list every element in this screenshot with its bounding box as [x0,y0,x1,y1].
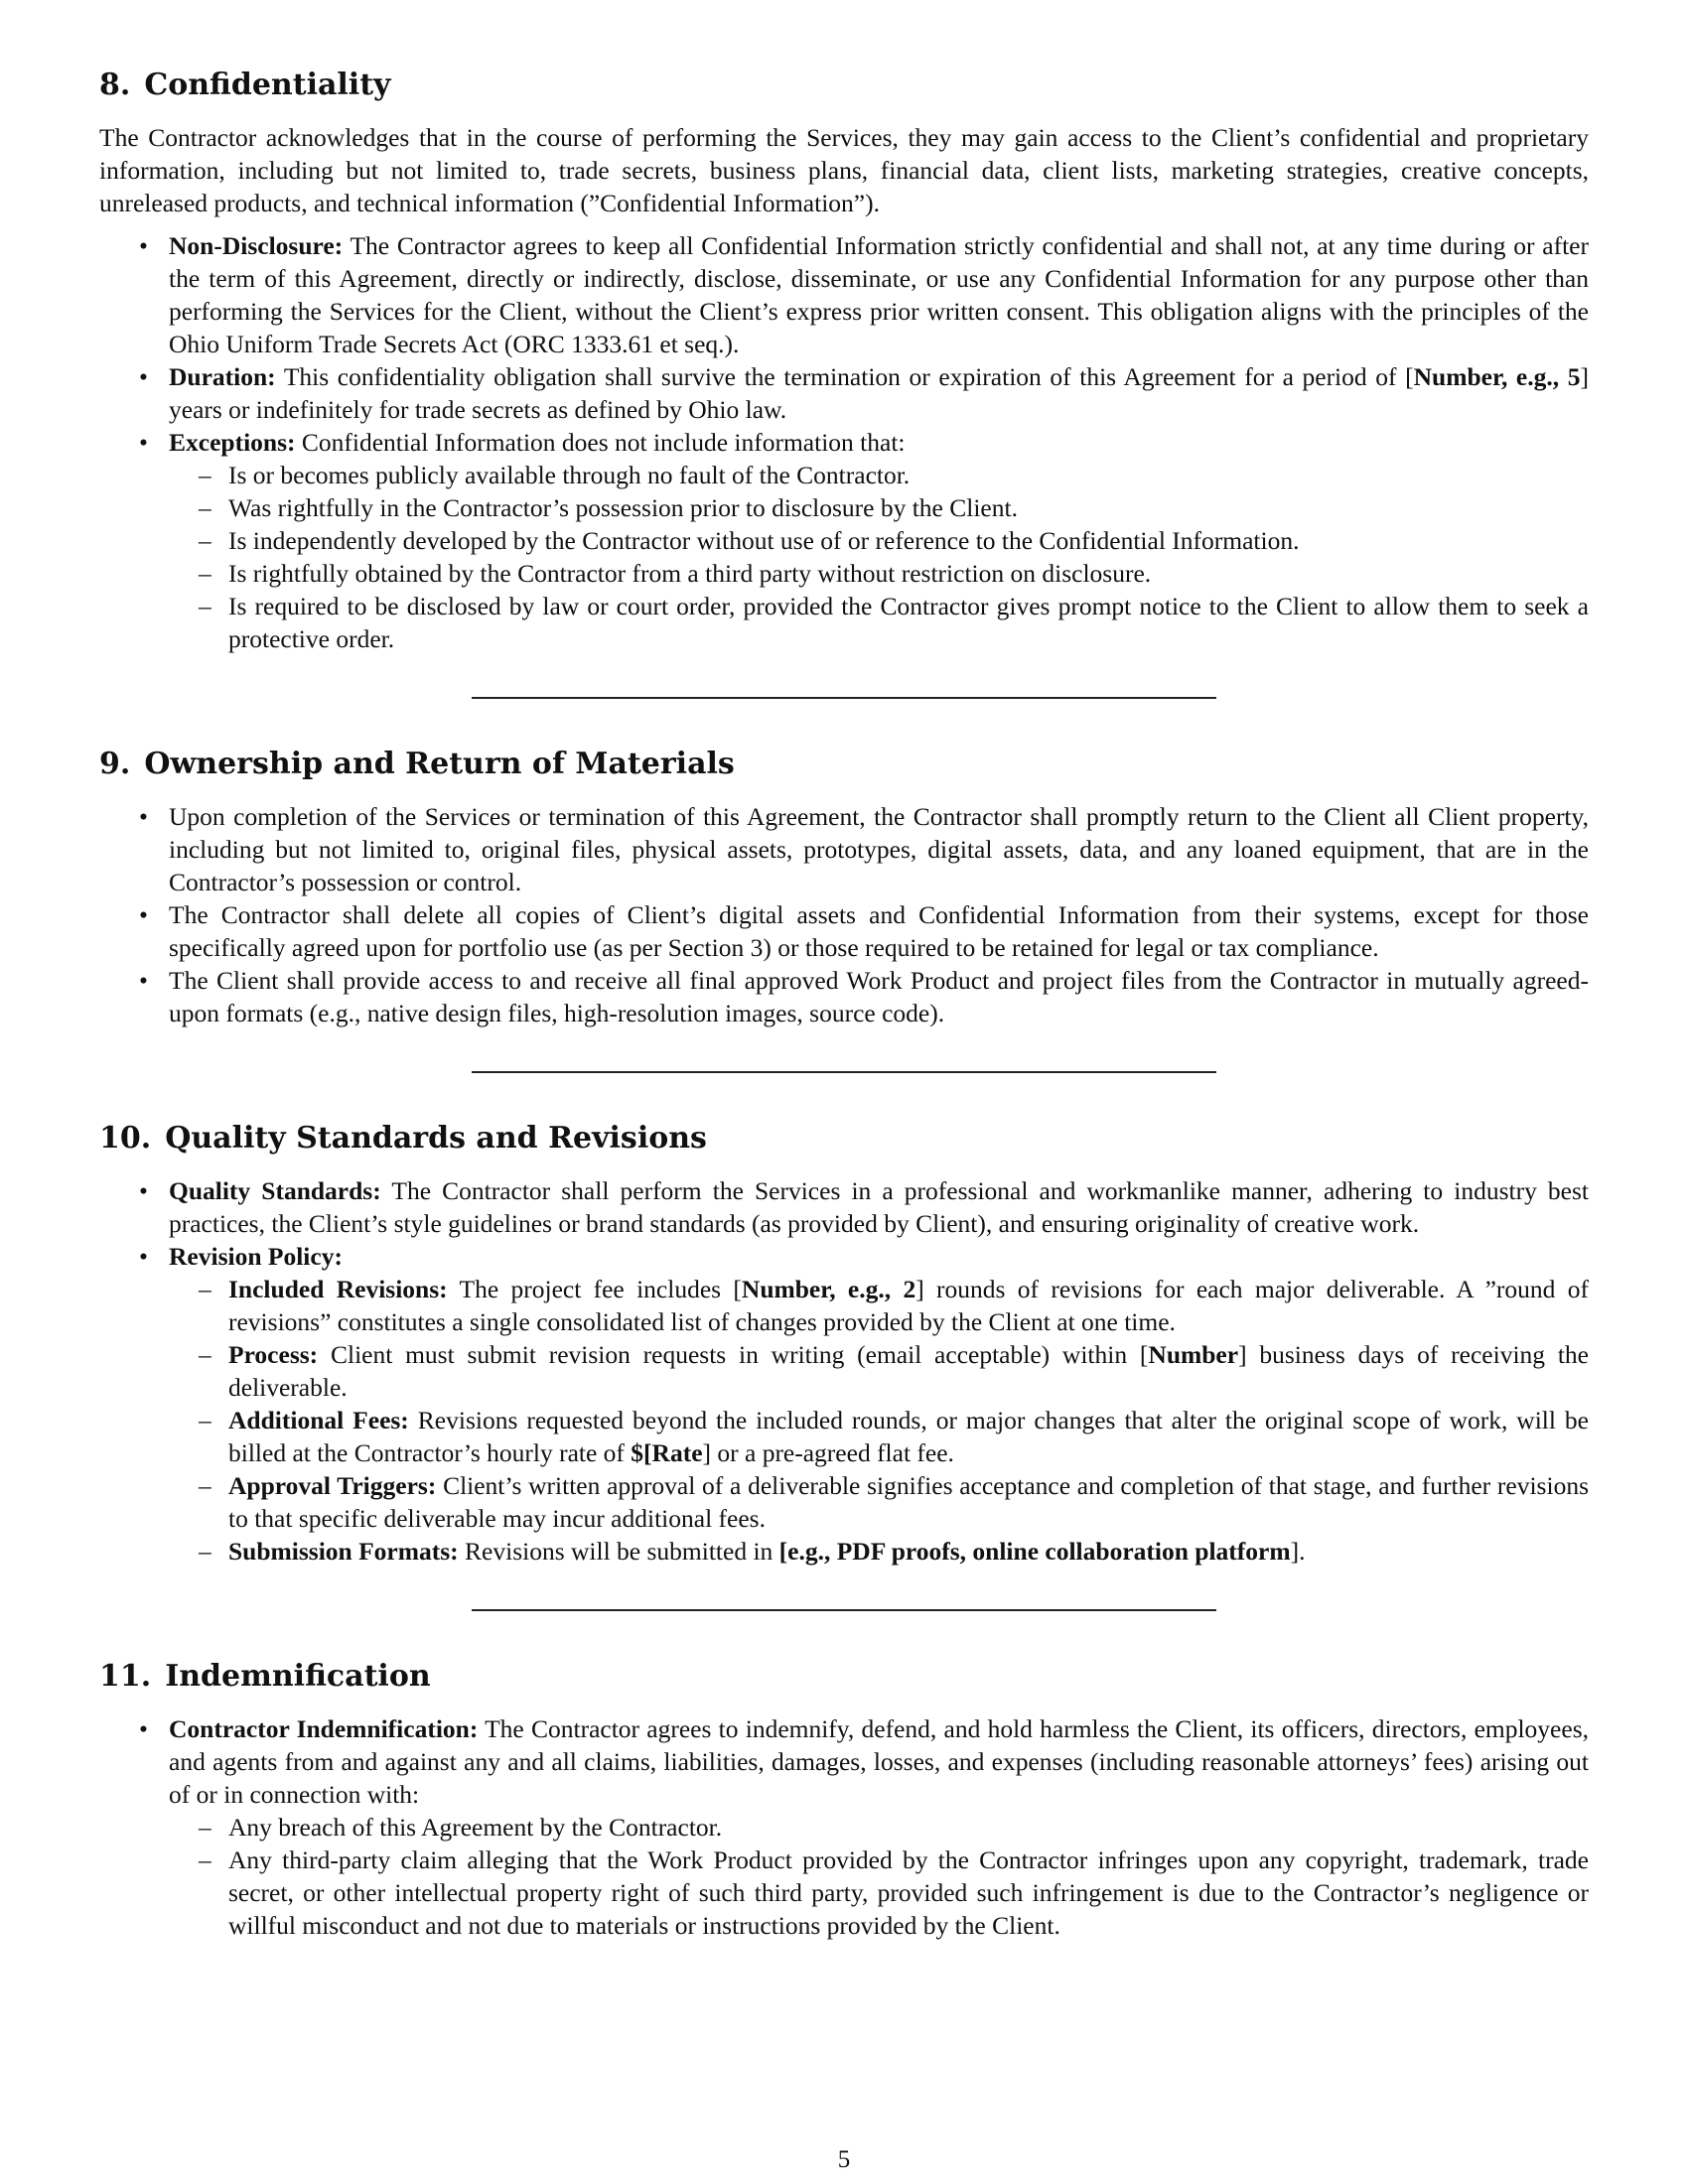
bullet-list [99,800,1589,1029]
intro-paragraph: The Contractor acknowledges that in the course of performing the Services, they may gain access to the Client’s confidential and proprietary information, including but not limited to, trade secrets, business plans, financial data, client lists, marketing strategies, creative concepts, unreleased products, and technical information (”Confidential Information”). [99,123,1589,217]
item-text: The Contractor agrees to keep all Confidential Information strictly confidential and shall not, at any time during or after the term of this Agreement, directly or indirectly, disclose, disseminate, or use any Confidential Information for any purpose other than performing the Services for the Client, without the Client’s express prior written consent. This obligation aligns with the principles of the Ohio Uniform Trade Secrets Act (ORC 1333.61 et seq.). [169,231,1589,358]
item-label: Contractor Indemnification: [169,1714,479,1743]
section-number: 10. [99,1121,152,1156]
section-divider [472,1609,1216,1611]
placeholder-field: Number, e.g., 5 [1413,362,1581,391]
document-page [99,0,1589,1942]
sub-list-item: – Additional Fees: Revisions requested beyond the included rounds, or major changes that alter the original scope of work, will be billed at the Contractor’s hourly rate of $[Rate] or a pre-agreed flat fee. [169,1404,1589,1469]
section-title: Indemnification [165,1659,431,1694]
sub-list-item: – Was rightfully in the Contractor’s possession prior to disclosure by the Client. [169,491,1589,524]
sub-list-item: – Is required to be disclosed by law or court order, provided the Contractor gives prompt notice to the Client to allow them to seek a protective order. [169,590,1589,655]
list-item [99,229,1589,360]
list-item: • The Contractor shall delete all copies of Client’s digital assets and Confidential Information from their systems, except for those specifically agreed upon for portfolio use (as per Section 3) or those required to be retained for legal or tax compliance. [99,898,1589,964]
placeholder-field: $[Rate [631,1438,703,1467]
item-text: The Contractor agrees to indemnify, defend, and hold harmless the Client, its officers, directors, employees, and agents from and against any and all claims, liabilities, damages, losses, and expenses (including reasonable attorneys’ fees) arising out of or in connection with: [169,1714,1589,1809]
item-label: Revision Policy: [169,1242,343,1271]
list-item [99,1240,1589,1568]
list-item [99,426,1589,655]
sub-list-item: – Is independently developed by the Contractor without use of or reference to the Confidential Information. [169,524,1589,557]
list-item: • The Client shall provide access to and receive all final approved Work Product and project files from the Contractor in mutually agreed-upon formats (e.g., native design files, high-resolution images, source code). [99,964,1589,1029]
section-heading [99,747,1589,782]
page-number: 5 [837,2146,851,2173]
section-number: 9. [99,747,131,781]
section-ownership [99,747,1589,1029]
section-title: Quality Standards and Revisions [165,1121,707,1156]
item-text: The Contractor shall perform the Services in a professional and workmanlike manner, adhering to industry best practices, the Client’s style guidelines or brand standards (as provided by Client), and ensuring originality of creative work. [169,1176,1589,1238]
sub-list-item: – Approval Triggers: Client’s written approval of a deliverable signifies acceptance and completion of that stage, and further revisions to that specific deliverable may incur additional fees. [169,1469,1589,1535]
item-text: Confidential Information does not include information that: [295,428,906,457]
sub-list [169,1811,1589,1942]
item-label: Exceptions: [169,428,296,457]
item-label: Quality Standards: [169,1176,381,1205]
list-item: • Duration: This confidentiality obligation shall survive the termination or expiration of this Agreement for a period of [Number, e.g., 5] years or indefinitely for trade secrets as defined by Ohio law. [99,360,1589,426]
bullet-list [99,1174,1589,1568]
sub-list-item: – Included Revisions: The project fee includes [Number, e.g., 2] rounds of revisions for each major deliverable. A ”round of revisions” constitutes a single consolidated list of changes provided by the Client at one time. [169,1273,1589,1338]
sub-list [169,459,1589,655]
placeholder-field: Number [1148,1340,1239,1369]
list-item: • Upon completion of the Services or termination of this Agreement, the Contractor shall promptly return to the Client all Client property, including but not limited to, original files, physical assets, prototypes, digital assets, data, and any loaned equipment, that are in the Contractor’s possession or control. [99,800,1589,898]
sub-list-item: – Is rightfully obtained by the Contractor from a third party without restriction on disclosure. [169,557,1589,590]
section-quality [99,1121,1589,1568]
list-item [99,1712,1589,1942]
section-heading [99,1659,1589,1695]
list-item [99,1174,1589,1240]
bullet-list [99,1712,1589,1942]
section-title: Ownership and Return of Materials [144,747,735,781]
section-divider [472,697,1216,699]
section-confidentiality [99,68,1589,655]
section-indemnification [99,1659,1589,1942]
sub-list-item: – Process: Client must submit revision requests in writing (email acceptable) within [Number] business days of receiving the deliverable. [169,1338,1589,1404]
sub-list-item: – Submission Formats: Revisions will be submitted in [e.g., PDF proofs, online collaboration platform]. [169,1535,1589,1568]
section-number: 8. [99,68,131,102]
section-divider [472,1071,1216,1073]
section-heading [99,68,1589,103]
sub-list [169,1273,1589,1568]
section-heading [99,1121,1589,1157]
placeholder-field: [e.g., PDF proofs, online collaboration platform [778,1537,1291,1566]
placeholder-field: Number, e.g., 2 [741,1275,916,1303]
bullet-list [99,229,1589,655]
section-number: 11. [99,1659,152,1694]
section-title: Confidentiality [144,68,391,102]
item-label: Duration: [169,362,276,391]
item-label: Non-Disclosure: [169,231,344,260]
sub-list-item: – Is or becomes publicly available through no fault of the Contractor. [169,459,1589,491]
sub-list-item: – Any breach of this Agreement by the Contractor. [169,1811,1589,1843]
sub-list-item: – Any third-party claim alleging that the Work Product provided by the Contractor infringes upon any copyright, trademark, trade secret, or other intellectual property right of such third party, provided such infringement is due to the Contractor’s negligence or willful misconduct and not due to materials or instructions provided by the Client. [169,1843,1589,1942]
